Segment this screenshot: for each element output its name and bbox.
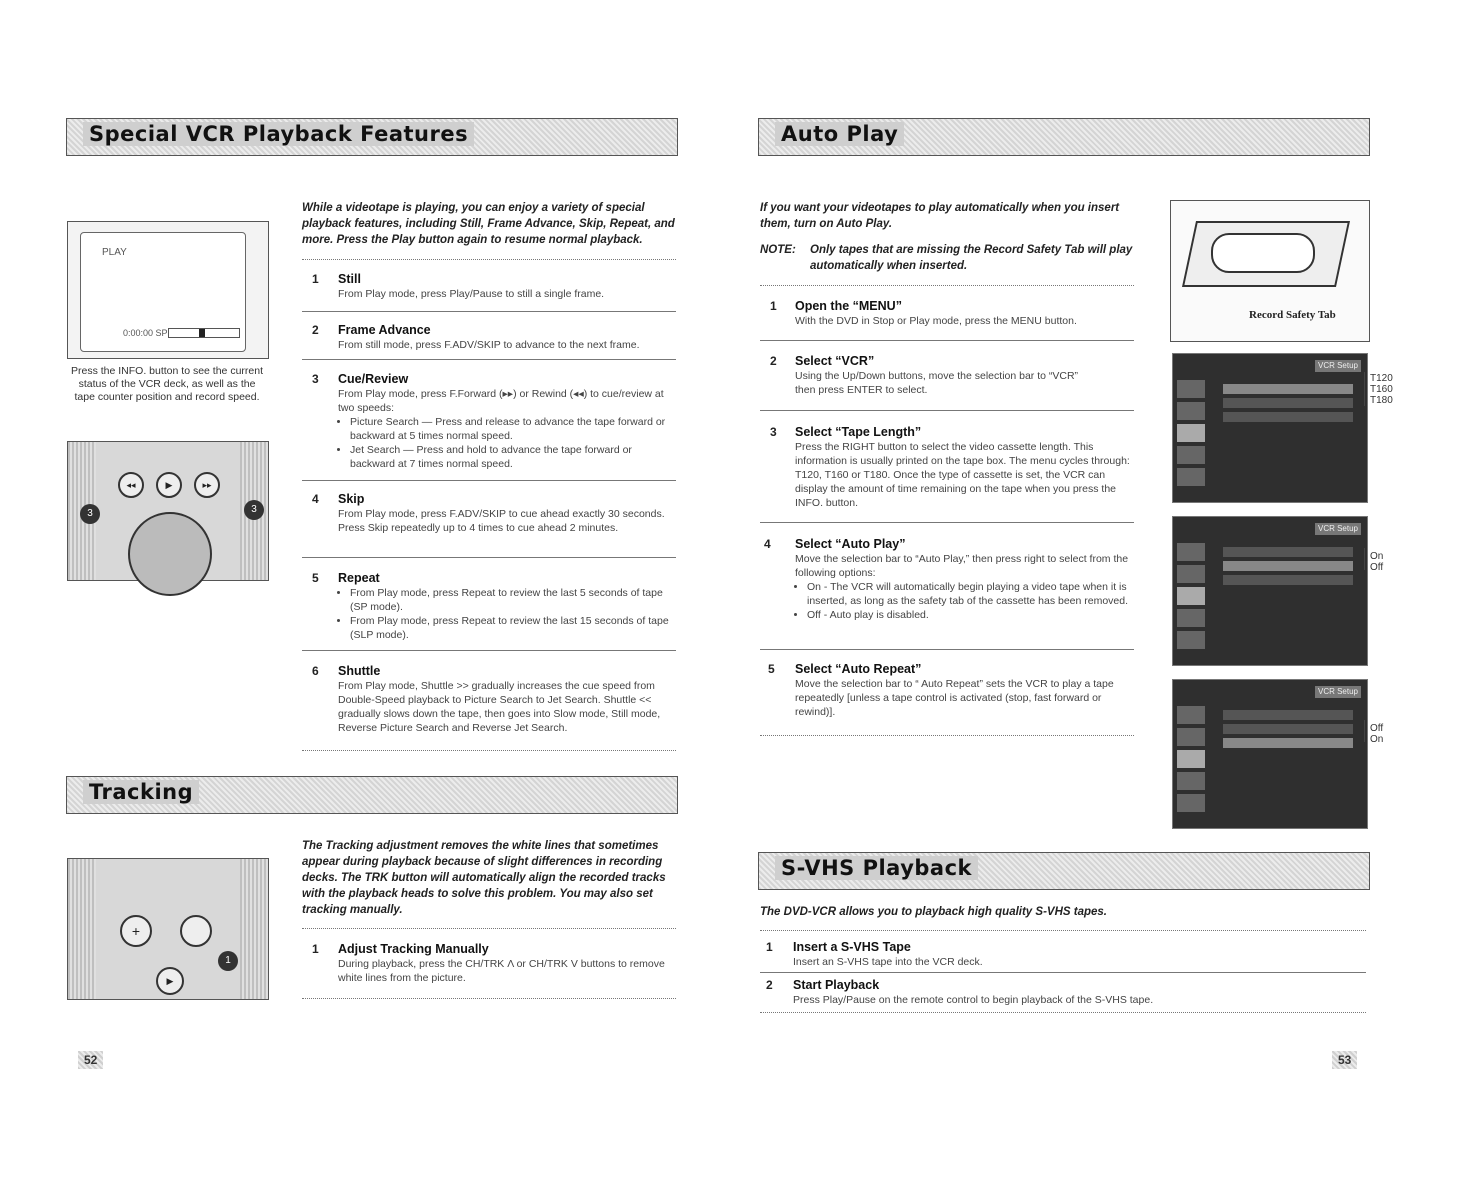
step-number: 5 <box>768 662 775 676</box>
divider <box>760 410 1134 411</box>
nav-wheel-icon <box>128 512 212 596</box>
step-title: Select “Auto Play” <box>795 537 906 551</box>
step-body <box>338 586 674 642</box>
menu-side-icon <box>1177 631 1205 649</box>
bullet-item: • From Play mode, press Repeat to review the last 5 seconds of tape (SP mode). <box>350 586 674 614</box>
callout-marker-icon: 3 <box>80 504 100 524</box>
divider <box>760 522 1134 523</box>
menu-row <box>1223 724 1353 734</box>
special-intro: While a videotape is playing, you can enjoy a variety of special playback features, including Still, Frame Advance, Skip, Repeat, and more. Press the Play button again to resume normal playback. <box>302 202 675 246</box>
divider <box>760 972 1366 973</box>
autoplay-intro: If you want your videotapes to play automatically when you insert them, turn on Auto Play. <box>760 202 1120 230</box>
menu-side-icon <box>1177 772 1205 790</box>
auto-play-header-bar <box>758 118 1370 156</box>
section-title: Auto Play <box>775 122 904 146</box>
step-body <box>338 387 674 471</box>
remote-control-illustration <box>67 858 269 1000</box>
step-body: From Play mode, press Play/Pause to still a single frame. <box>338 288 605 300</box>
safety-tab-label: Record Safety Tab <box>1249 309 1336 321</box>
divider <box>760 285 1134 286</box>
step-body: From still mode, press F.ADV/SKIP to advance to the next frame. <box>338 339 640 351</box>
play-button-icon: ▶ <box>156 472 182 498</box>
divider <box>302 998 676 999</box>
divider <box>302 650 676 651</box>
step-body <box>795 552 1135 622</box>
menu-row <box>1223 398 1353 408</box>
divider <box>302 359 676 360</box>
step-number: 1 <box>312 272 319 286</box>
step-body: With the DVD in Stop or Play mode, press the MENU button. <box>795 315 1077 327</box>
menu-side-icon <box>1177 706 1205 724</box>
option-bracket <box>1364 548 1369 570</box>
step-body-text: From Play mode, press F.Forward (▸▸) or Rewind (◂◂) to cue/review at two speeds: <box>338 388 664 414</box>
menu-side-icon <box>1177 424 1205 442</box>
vcr-setup-menu-screenshot <box>1172 679 1368 829</box>
divider <box>760 340 1134 341</box>
step-body: Press the RIGHT button to select the video cassette length. This information is usually printed on the tape box. The menu cycles through: T120, T160 or T180. Once the type of cassette is set, the VCR can display the amount of time remaining on the tape when you press the INFO. button. <box>795 441 1130 509</box>
autoplay-option: Off <box>1370 562 1384 573</box>
menu-row <box>1223 575 1353 585</box>
ff-button-icon: ▸▸ <box>194 472 220 498</box>
page-number: 52 <box>78 1051 103 1069</box>
screen-counter: 0:00:00 SP <box>123 328 168 338</box>
menu-row <box>1223 561 1353 571</box>
info-caption: Press the INFO. button to see the current status of the VCR deck, as well as the tape counter position and record speed. <box>70 365 263 403</box>
section-title: Special VCR Playback Features <box>83 122 474 146</box>
menu-side-icon <box>1177 402 1205 420</box>
divider <box>302 311 676 312</box>
step-number: 4 <box>764 537 771 551</box>
divider <box>760 735 1134 736</box>
menu-side-icon <box>1177 565 1205 583</box>
step-number: 5 <box>312 571 319 585</box>
vol-button-icon: + <box>120 915 152 947</box>
menu-row <box>1223 412 1353 422</box>
autorepeat-option: Off <box>1370 723 1384 734</box>
vcr-setup-menu-screenshot <box>1172 516 1368 666</box>
step-body: From Play mode, Shuttle >> gradually increases the cue speed from Double-Speed playback to Picture Search to Jet Search. Shuttle << gradually slows down the tape, then goes into Slow mode, Still mode, Reverse Picture Search and Reverse Jet Search. <box>338 680 661 734</box>
step-title: Repeat <box>338 571 380 585</box>
menu-side-icon <box>1177 446 1205 464</box>
option-bracket <box>1364 372 1369 406</box>
remote-control-illustration <box>67 441 269 581</box>
svhs-intro: The DVD-VCR allows you to playback high quality S-VHS tapes. <box>760 906 1107 918</box>
divider <box>302 480 676 481</box>
step-title: Adjust Tracking Manually <box>338 942 489 956</box>
ch-button-icon <box>180 915 212 947</box>
divider <box>302 259 676 260</box>
bullet-item: • On - The VCR will automatically begin playing a video tape when it is inserted, as long as the safety tab of the cassette has been removed. <box>807 580 1135 608</box>
step-body: Press Play/Pause on the remote control to begin playback of the S-VHS tape. <box>793 994 1154 1006</box>
step-number: 2 <box>770 354 777 368</box>
step-number: 3 <box>312 372 319 386</box>
step-body-text: Move the selection bar to “Auto Play,” then press right to select from the following options: <box>795 553 1129 579</box>
autorepeat-option: On <box>1370 734 1384 745</box>
tracking-header-bar <box>66 776 678 814</box>
rewind-button-icon: ◂◂ <box>118 472 144 498</box>
counter-marker <box>199 329 205 337</box>
section-title: Tracking <box>83 780 199 804</box>
tape-option: T160 <box>1370 384 1393 395</box>
step-title: Open the “MENU” <box>795 299 902 313</box>
menu-row <box>1223 547 1353 557</box>
step-title: Skip <box>338 492 365 506</box>
menu-side-icon <box>1177 609 1205 627</box>
step-body: Insert an S-VHS tape into the VCR deck. <box>793 956 983 968</box>
divider <box>302 557 676 558</box>
step-title: Shuttle <box>338 664 381 678</box>
counter-bar <box>168 328 240 338</box>
divider <box>760 1012 1366 1013</box>
callout-marker-icon: 3 <box>244 500 264 520</box>
option-bracket <box>1364 720 1369 742</box>
step-title: Frame Advance <box>338 323 431 337</box>
menu-side-icon <box>1177 728 1205 746</box>
info-screen-illustration <box>67 221 269 359</box>
step-title: Select “Auto Repeat” <box>795 662 922 676</box>
callout-marker-icon: 1 <box>218 951 238 971</box>
tracking-intro: The Tracking adjustment removes the white lines that sometimes appear during playback because of slight differences in recording decks. The TRK button will automatically align the recorded tracks with the playback heads to solve this problem. You may also set tracking manually. <box>302 840 666 916</box>
step-body: From Play mode, press F.ADV/SKIP to cue ahead exactly 30 seconds. Press Skip repeatedly up to 4 times to cue ahead 2 minutes. <box>338 508 665 534</box>
cassette-illustration <box>1170 200 1370 342</box>
bullet-list <box>338 586 674 642</box>
autoplay-note: Only tapes that are missing the Record Safety Tab will play automatically when inserted. <box>810 244 1133 272</box>
bullet-item: • Jet Search — Press and hold to advance the tape forward or backward at 7 times normal speed. <box>350 443 674 471</box>
step-body: Using the Up/Down buttons, move the selection bar to “VCR” then press ENTER to select. <box>795 370 1079 396</box>
step-number: 2 <box>312 323 319 337</box>
autoplay-option: On <box>1370 551 1384 562</box>
divider <box>760 930 1366 931</box>
divider <box>302 750 676 751</box>
vcr-setup-menu-screenshot <box>1172 353 1368 503</box>
screen-mode-label: PLAY <box>102 247 127 258</box>
menu-side-icon <box>1177 794 1205 812</box>
divider <box>302 928 676 929</box>
step-number: 3 <box>770 425 777 439</box>
menu-row <box>1223 738 1353 748</box>
step-title: Select “Tape Length” <box>795 425 922 439</box>
step-number: 1 <box>766 940 773 954</box>
page-number: 53 <box>1332 1051 1357 1069</box>
section-title: S-VHS Playback <box>775 856 978 880</box>
step-number: 1 <box>312 942 319 956</box>
step-body: During playback, press the CH/TRK Λ or CH/TRK V buttons to remove white lines from the picture. <box>338 958 665 984</box>
tape-option: T120 <box>1370 373 1393 384</box>
step-number: 2 <box>766 978 773 992</box>
menu-header: VCR Setup <box>1315 360 1361 372</box>
menu-row <box>1223 384 1353 394</box>
bullet-list <box>338 415 674 471</box>
menu-side-icon <box>1177 587 1205 605</box>
cassette-window <box>1211 233 1315 273</box>
tape-option: T180 <box>1370 395 1393 406</box>
menu-header: VCR Setup <box>1315 686 1361 698</box>
step-title: Still <box>338 272 361 286</box>
divider <box>760 649 1134 650</box>
menu-header: VCR Setup <box>1315 523 1361 535</box>
menu-side-icon <box>1177 468 1205 486</box>
step-number: 4 <box>312 492 319 506</box>
bullet-item: • Off - Auto play is disabled. <box>807 608 1135 622</box>
bullet-list <box>795 580 1135 622</box>
step-number: 1 <box>770 299 777 313</box>
step-title: Insert a S-VHS Tape <box>793 940 911 954</box>
svhs-header-bar <box>758 852 1370 890</box>
bullet-item: • From Play mode, press Repeat to review the last 15 seconds of tape (SLP mode). <box>350 614 674 642</box>
step-title: Start Playback <box>793 978 880 992</box>
step-number: 6 <box>312 664 319 678</box>
menu-side-icon <box>1177 750 1205 768</box>
special-features-header-bar <box>66 118 678 156</box>
step-body: Move the selection bar to “ Auto Repeat” sets the VCR to play a tape repeatedly [unless a tape control is activated (stop, fast forward or rewind)]. <box>795 678 1114 718</box>
menu-row <box>1223 710 1353 720</box>
step-title: Cue/Review <box>338 372 409 386</box>
menu-side-icon <box>1177 543 1205 561</box>
autoplay-note-label: NOTE: <box>760 244 796 256</box>
play-button-icon: ▶ <box>156 967 184 995</box>
bullet-item: • Picture Search — Press and release to advance the tape forward or backward at 5 times normal speed. <box>350 415 674 443</box>
step-title: Select “VCR” <box>795 354 875 368</box>
menu-side-icon <box>1177 380 1205 398</box>
